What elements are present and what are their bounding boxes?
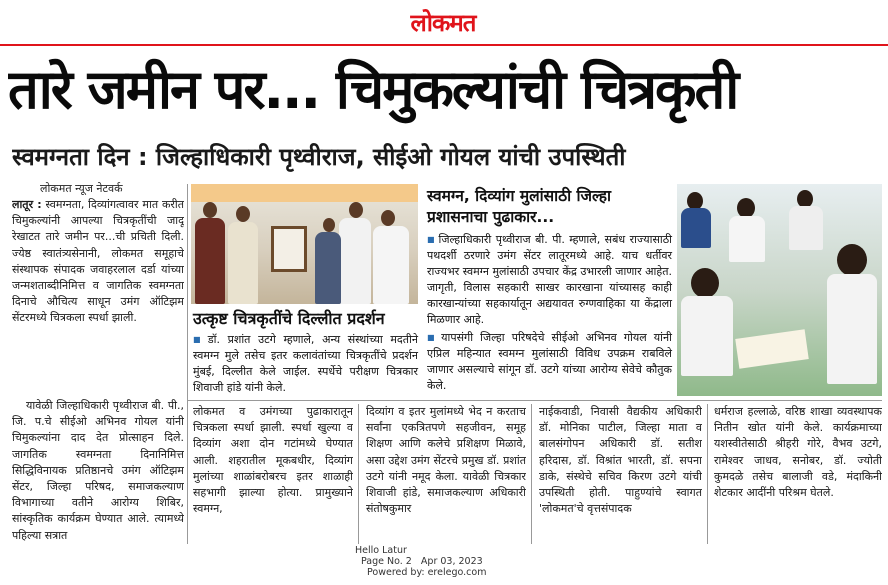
- photo-caption-title: उत्कृष्ट चित्रकृतींचे दिल्लीत प्रदर्शन: [193, 309, 385, 328]
- sidebox-bullet-1: ■ जिल्हाधिकारी पृथ्वीराज बी. पी. म्हणाले, सबंध राज्यासाठी पथदर्शी ठरणारे उमंग सेंटर लातूरमध्ये आहे. याच धर्तीवर राज्यभर स्वमग्न मुलांसाठी उपचार केंद्र उभारली जाणार आहेत. जागृती, विलास सहकारी साखर कारखाना यांच्यासह काही कारखान्यांच्या सहकार्यातून अद्ययावत रुग्णवाहिका या केंद्राला मिळणार आहे.: [427, 232, 672, 328]
- article-column-1: [12, 197, 184, 397]
- event-photo-children-drawing: [677, 184, 882, 396]
- article-lead-text: स्वमग्नता, दिव्यांगत्वावर मात करीत चिमुकल्यांनी आपल्या चित्रकृतींची जादू रेखाटत तारे जमीन पर...ची प्रचिती दिली. ज्येष्ठ स्वातंत्र्यसेनानी, लोकमत समूहाचे संस्थापक संपादक जवाहरलाल दर्डा यांच्या जन्मशताब्दीनिमित्त व जागतिक स्वमग्नता दिनाचे औचित्य साधून उमंग ऑटिझम सेंटरमध्ये चित्रकला स्पर्धा झाली.: [12, 198, 184, 325]
- headline: तारे जमीन पर... चिमुकल्यांची चित्रकृती: [8, 58, 738, 121]
- column-divider: [358, 404, 359, 544]
- footer-page-date: Page No. 2 Apr 03, 2023: [361, 556, 483, 567]
- article-column-1-continued: यावेळी जिल्हाधिकारी पृथ्वीराज बी. पी., जि. प.चे सीईओ अभिनव गोयल यांनी चिमुकल्यांना दाद देत प्रोत्साहन दिले. जागतिक स्वमग्नता दिनानिमित्त सिद्धिविनायक प्रतिष्ठानचे उमंग ऑटिझम सेंटर, जिल्हा परिषद, समाजकल्याण विभागाच्या वतीने आरोग्य शिबिर, सांस्कृतिक कार्यक्रम घेण्यात आले. त्यामध्ये पहिल्या सत्रात: [12, 399, 184, 542]
- photo-caption-bullet: ■ डॉ. प्रशांत उटगे म्हणाले, अन्य संस्थांच्या मदतीने स्वमग्न मुले तसेच इतर कलावंतांच्या चित्रकृतींचे प्रदर्शन मुंबई, दिल्लीत केले जाईल. स्पर्धेचे परीक्षण चित्रकार शिवाजी हांडे यांनी केले.: [193, 332, 418, 396]
- sidebox-bullet-2: ■ यापसंगी जिल्हा परिषदेचे सीईओ अभिनव गोयल यांनी एप्रिल महिन्यात स्वमग्न मुलांसाठी विविध उपक्रम राबविले जाणार असल्याचे सांगून डॉ. उटगे यांच्या आरोग्य सेवेचे कौतुक केले.: [427, 330, 672, 394]
- dateline: लातूर :: [12, 198, 42, 211]
- page-footer: [355, 545, 486, 578]
- event-photo-officials: [191, 184, 418, 304]
- column-divider: [531, 404, 532, 544]
- article-column-3: दिव्यांग व इतर मुलांमध्ये भेद न करताच सर्वांना एकत्रितपणे सहजीवन, समूह शिक्षण आणि कलेचे प्रशिक्षण मिळावे, असा उद्देश उमंग सेंटरचे प्रमुख डॉ. प्रशांत उटगे यांनी नमूद केला. यावेळी चित्रकार शिवाजी हांडे, समाजकल्याण अधिकारी संतोषकुमार: [366, 405, 526, 516]
- subheadline: स्वमग्नता दिन : जिल्हाधिकारी पृथ्वीराज, सीईओ गोयल यांची उपस्थिती: [12, 143, 626, 171]
- lokmat-logo: लोकमत: [410, 8, 476, 37]
- section-divider: [188, 400, 882, 401]
- column-divider: [187, 184, 188, 544]
- article-column-2: लोकमत व उमंगच्या पुढाकारातून चित्रकला स्पर्धा झाली. स्पर्धा खुल्या व दिव्यांग अशा दोन गटांमध्ये घेण्यात आली. शहरातील मूकबधीर, दिव्यांग मुलांच्या शाळांबरोबरच इतर शाळाही सहभागी झाल्या होत्या. प्रामुख्याने स्वमग्न,: [193, 405, 353, 516]
- article-column-5: धर्मराज हल्लाळे, वरिष्ठ शाखा व्यवस्थापक नितीन खोत यांनी केले. कार्यक्रमाच्या यशस्वीतेसाठी श्रीहरी गोरे, वैभव उटगे, रामेश्वर जाधव, सनोबर, डॉ. ज्योती कुमदळे तसेच बालाजी वडे, मंदाकिनी शेटकार आदींनी परिश्रम घेतले.: [714, 405, 882, 500]
- article-column-4: नाईकवाडी, निवासी वैद्यकीय अधिकारी डॉ. मोनिका पाटील, जिल्हा माता व बालसंगोपन अधिकारी डॉ. सतीश हरिदास, डॉ. विश्रांत भारती, डॉ. सपना डाके, संस्थेचे सचिव किरण उटगे यांची उपस्थिती होती. पाहुण्यांचे स्वागत 'लोकमत'चे वृत्तसंपादक: [539, 405, 702, 516]
- sidebox-title: स्वमग्न, दिव्यांग मुलांसाठी जिल्हा प्रशासनाचा पुढाकार...: [427, 187, 611, 226]
- masthead-rule: [0, 44, 888, 46]
- byline: लोकमत न्यूज नेटवर्क: [40, 182, 123, 195]
- footer-edition: Hello Latur: [355, 545, 407, 556]
- footer-powered-by: Powered by: erelego.com: [367, 567, 487, 578]
- column-divider: [707, 404, 708, 544]
